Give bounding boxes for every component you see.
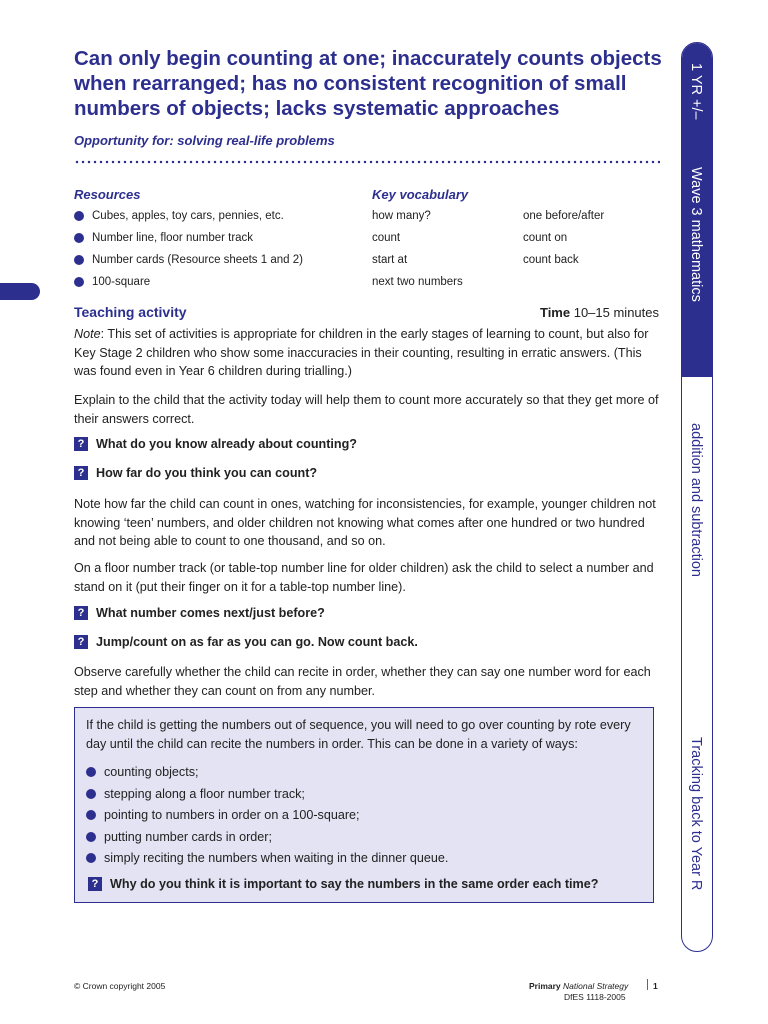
tip-item: simply reciting the numbers when waiting in the dinner queue. [86,848,448,870]
vocabulary-heading: Key vocabulary [372,187,469,202]
resources-list [74,205,303,293]
resource-item: Number line, floor number track [74,227,303,249]
question-icon: ? [74,466,88,480]
sidebar-tab [681,42,713,952]
resource-item: Cubes, apples, toy cars, pennies, etc. [74,205,303,227]
teaching-activity-heading: Teaching activity [74,304,187,320]
bullet-icon [74,255,84,265]
box-question: ? Why do you think it is important to say the numbers in the same order each time? [88,877,598,891]
bullet-icon [86,789,96,799]
tip-paragraph: If the child is getting the numbers out of sequence, you will need to go over counting by rote every day until the child can recite the numbers in order. This can be done in a variety of ways: [86,718,631,751]
vocab-item: count on [523,232,568,244]
vocab-item: next two numbers [372,276,463,288]
opportunity-text: Opportunity for: solving real-life problems [74,133,335,148]
vocab-item: start at [372,254,408,266]
vocabulary-column-2 [523,205,604,271]
bullet-icon [86,767,96,777]
vocabulary-column-1 [372,205,463,293]
bullet-icon [74,211,84,221]
resource-item: 100-square [74,271,303,293]
question-2: ? How far do you think you can count? [74,466,317,480]
vocab-item: one before/after [523,210,605,222]
footer-ref: DfES 1118-2005 [564,992,626,1002]
dotted-divider [74,160,660,164]
bullet-icon [86,810,96,820]
footer-divider [647,979,648,990]
vocab-item: how many? [372,210,431,222]
question-3: ? What number comes next/just before? [74,606,325,620]
question-icon: ? [74,606,88,620]
bullet-icon [86,853,96,863]
time-label: Time 10–15 minutes [539,305,659,320]
tip-item: pointing to numbers in order on a 100-square; [86,805,448,827]
question-icon: ? [74,437,88,451]
bullet-icon [74,277,84,287]
tip-item: counting objects; [86,762,448,784]
year-label: 1 YR +/– [688,63,704,120]
topic-label: addition and subtraction [688,423,704,577]
floor-track-paragraph: On a floor number track (or table-top number line for older children) ask the child to select a number and stand on it (put their finger on it for a table-top number line). [74,561,654,594]
explain-paragraph: Explain to the child that the activity today will help them to count more accurately so that they get more of their answers correct. [74,393,659,426]
tip-box [74,707,654,903]
footer-strategy: Primary National Strategy DfES 1118-2005 [529,981,629,1002]
question-icon: ? [88,877,102,891]
note-paragraph: Note: This set of activities is appropriate for children in the early stages of learning to count, but also for Key Stage 2 children who show some inaccuracies in their counting, resulting in erratic answers. (This was found even in Year 6 children during trialling.) [74,327,649,378]
tip-list [86,762,448,870]
note-count-paragraph: Note how far the child can count in ones, watching for inconsistencies, for example, younger children not knowing ‘teen’ numbers, and older children not knowing what comes after one hundred or two hundred and not being able to count to one thousand, and so on. [74,497,656,548]
page-number: 1 [653,981,658,991]
tracking-label: Tracking back to Year R [688,737,704,891]
tip-item: putting number cards in order; [86,827,448,849]
tip-item: stepping along a floor number track; [86,784,448,806]
bullet-icon [74,233,84,243]
observe-paragraph: Observe carefully whether the child can recite in order, whether they can say one number word for each step and whether they can count on from any number. [74,665,651,698]
resources-heading: Resources [74,187,141,202]
resource-item: Number cards (Resource sheets 1 and 2) [74,249,303,271]
vocab-item: count back [523,254,579,266]
vocab-item: count [372,232,401,244]
page-title: Can only begin counting at one; inaccurately counts objects when rearranged; has no consistent recognition of small numbers of objects; lacks systematic approaches [74,47,662,120]
copyright: © Crown copyright 2005 [74,981,166,991]
question-1: ? What do you know already about counting? [74,437,357,451]
question-4: ? Jump/count on as far as you can go. Now count back. [74,635,418,649]
bullet-icon [86,832,96,842]
wave-label: Wave 3 mathematics [688,167,704,302]
side-tab-marker [0,283,40,300]
question-icon: ? [74,635,88,649]
